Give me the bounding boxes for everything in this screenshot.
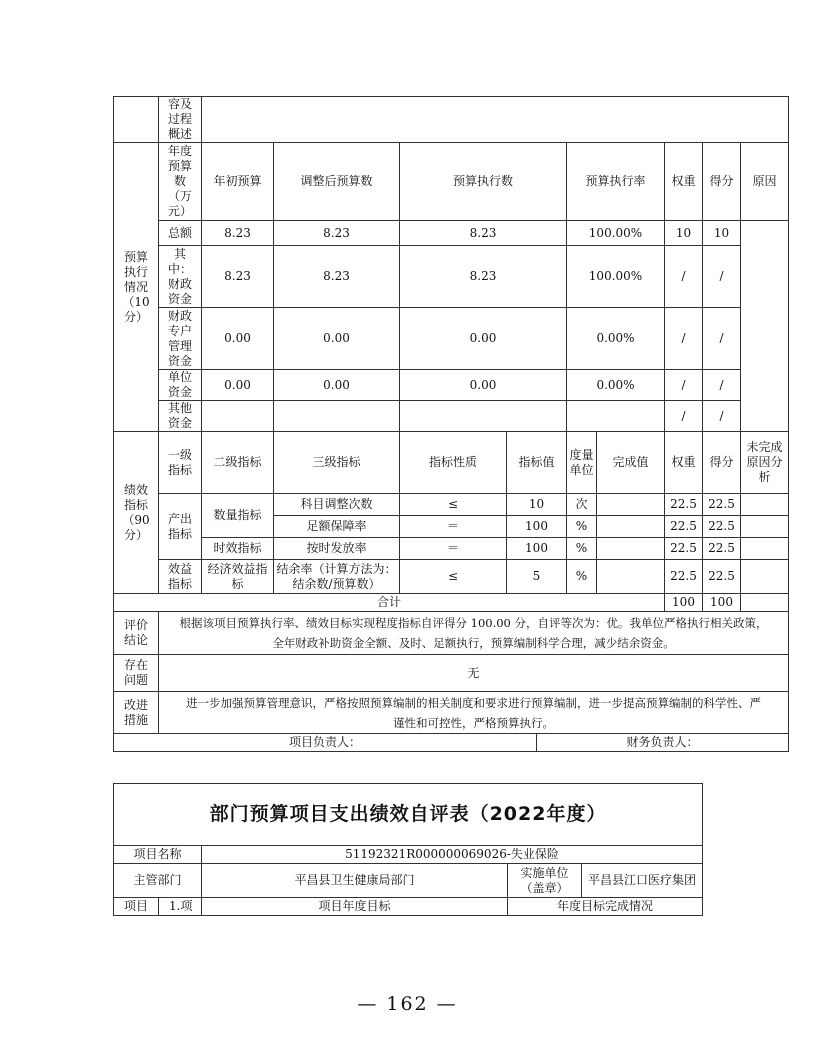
budget-adjusted: 0.00 [274, 370, 400, 401]
problem-label: 存在问题 [114, 655, 159, 692]
budget-executed [400, 401, 567, 432]
budget-score: / [703, 246, 741, 308]
budget-adjusted: 8.23 [274, 246, 400, 308]
perf-completion [597, 538, 665, 560]
perf-header-score: 得分 [703, 432, 741, 494]
perf-reason [741, 494, 789, 516]
perf-nature: ≤ [400, 494, 507, 516]
budget-row-label: 其中：财政资金 [159, 246, 202, 308]
budget-score: / [703, 370, 741, 401]
perf-header-reason: 未完成原因分析 [741, 432, 789, 494]
annual-target-label: 项目年度目标 [202, 898, 508, 916]
perf-completion [597, 560, 665, 594]
budget-row-label: 总额 [159, 221, 202, 246]
perf-weight: 22.5 [665, 494, 703, 516]
budget-rate: 0.00% [567, 308, 665, 370]
improvement-text [159, 692, 789, 734]
header-weight: 权重 [665, 143, 703, 221]
page-number: — 162 — [357, 993, 458, 1015]
budget-score: / [703, 401, 741, 432]
perf-score: 22.5 [703, 494, 741, 516]
budget-rate: 0.00% [567, 370, 665, 401]
perf-nature: ≤ [400, 560, 507, 594]
perf-level3: 足额保障率 [274, 516, 400, 538]
evaluation-text [159, 612, 789, 655]
budget-executed: 8.23 [400, 221, 567, 246]
perf-score: 22.5 [703, 538, 741, 560]
budget-weight: / [665, 370, 703, 401]
perf-header-value: 指标值 [507, 432, 567, 494]
item-label: 项目 [114, 898, 159, 916]
budget-adjusted: 0.00 [274, 308, 400, 370]
header-adjusted: 调整后预算数 [274, 143, 400, 221]
perf-unit: % [567, 538, 597, 560]
budget-score: 10 [703, 221, 741, 246]
perf-value: 10 [507, 494, 567, 516]
form-title: 部门预算项目支出绩效自评表（2022年度） [114, 784, 703, 846]
perf-header-level3: 三级指标 [274, 432, 400, 494]
perf-section-label: 绩效指标（90分） [114, 432, 159, 594]
perf-value: 5 [507, 560, 567, 594]
perf-weight: 22.5 [665, 516, 703, 538]
improvement-label: 改进措施 [114, 692, 159, 734]
perf-level3: 按时发放率 [274, 538, 400, 560]
perf-completion [597, 494, 665, 516]
project-name-label: 项目名称 [114, 846, 202, 864]
perf-level3: 科目调整次数 [274, 494, 400, 516]
perf-reason [741, 538, 789, 560]
budget-rate: 100.00% [567, 246, 665, 308]
budget-weight: / [665, 401, 703, 432]
budget-weight: / [665, 246, 703, 308]
perf-header-level1: 一级指标 [159, 432, 202, 494]
performance-table [113, 96, 789, 752]
overview-label: 容及过程概述 [159, 97, 202, 143]
budget-reason-cell [741, 221, 789, 432]
budget-score: / [703, 308, 741, 370]
header-score: 得分 [703, 143, 741, 221]
header-initial: 年初预算 [202, 143, 274, 221]
budget-executed: 0.00 [400, 308, 567, 370]
evaluation-label: 评价结论 [114, 612, 159, 655]
evaluation-text-line-2: 全年财政补助资金全额、及时、足额执行，预算编制科学合理，减少结余资金。 [272, 636, 675, 650]
budget-initial: 8.23 [202, 221, 274, 246]
budget-row-label: 其他资金 [159, 401, 202, 432]
perf-header-unit: 度量单位 [567, 432, 597, 494]
header-rate: 预算执行率 [567, 143, 665, 221]
problem-text: 无 [159, 655, 789, 692]
budget-weight: 10 [665, 221, 703, 246]
section-blank-cell [114, 97, 159, 143]
implementer-value: 平昌县江口医疗集团 [582, 864, 703, 898]
budget-rate: 100.00% [567, 221, 665, 246]
total-reason [741, 594, 789, 612]
self-evaluation-header-table [113, 783, 703, 916]
perf-header-weight: 权重 [665, 432, 703, 494]
budget-rate [567, 401, 665, 432]
total-label: 合计 [114, 594, 665, 612]
header-executed: 预算执行数 [400, 143, 567, 221]
budget-initial: 0.00 [202, 370, 274, 401]
perf-value: 100 [507, 538, 567, 560]
total-score: 100 [703, 594, 741, 612]
implementer-label: 实施单位（盖章） [508, 864, 582, 898]
perf-nature: ＝ [400, 516, 507, 538]
perf-header-nature: 指标性质 [400, 432, 507, 494]
supervisor-value: 平昌县卫生健康局部门 [202, 864, 508, 898]
perf-weight: 22.5 [665, 538, 703, 560]
perf-score: 22.5 [703, 516, 741, 538]
budget-initial: 8.23 [202, 246, 274, 308]
perf-completion [597, 516, 665, 538]
output-indicator-label: 产出指标 [159, 494, 202, 560]
improvement-text-line-2: 谨性和可控性，严格预算执行。 [393, 715, 554, 730]
perf-nature: ＝ [400, 538, 507, 560]
perf-unit: % [567, 560, 597, 594]
finance-owner-label: 财务负责人： [537, 734, 789, 752]
completion-label: 年度目标完成情况 [508, 898, 703, 916]
perf-header-completion: 完成值 [597, 432, 665, 494]
budget-row-label: 单位资金 [159, 370, 202, 401]
perf-score: 22.5 [703, 560, 741, 594]
total-weight: 100 [665, 594, 703, 612]
supervisor-label: 主管部门 [114, 864, 202, 898]
perf-weight: 22.5 [665, 560, 703, 594]
perf-reason [741, 560, 789, 594]
project-owner-label: 项目负责人： [114, 734, 537, 752]
project-name-value: 51192321R000000069026-失业保险 [202, 846, 703, 864]
evaluation-text-line-1: 根据该项目预算执行率、绩效目标实现程度指标自评得分 100.00 分，自评等次为：优。我单位严格执行相关政策， [179, 616, 768, 630]
perf-level3: 结余率（计算方法为：结余数/预算数） [274, 560, 400, 594]
budget-adjusted: 8.23 [274, 221, 400, 246]
budget-adjusted [274, 401, 400, 432]
budget-initial [202, 401, 274, 432]
perf-unit: 次 [567, 494, 597, 516]
economic-indicator-label: 经济效益指标 [202, 560, 274, 594]
budget-executed: 8.23 [400, 246, 567, 308]
budget-section-label: 预算执行情况（10分） [114, 143, 159, 432]
overview-content-cell [202, 97, 789, 143]
header-reason: 原因 [741, 143, 789, 221]
budget-weight: / [665, 308, 703, 370]
perf-value: 100 [507, 516, 567, 538]
improvement-text-line-1: 进一步加强预算管理意识，严格按照预算编制的相关制度和要求进行预算编制，进一步提高预算编制的科学性、严 [186, 695, 761, 710]
timeliness-indicator-label: 时效指标 [202, 538, 274, 560]
budget-row-label: 财政专户管理资金 [159, 308, 202, 370]
budget-executed: 0.00 [400, 370, 567, 401]
benefit-indicator-label: 效益指标 [159, 560, 202, 594]
quantity-indicator-label: 数量指标 [202, 494, 274, 538]
perf-unit: % [567, 516, 597, 538]
perf-header-level2: 二级指标 [202, 432, 274, 494]
budget-initial: 0.00 [202, 308, 274, 370]
perf-reason [741, 516, 789, 538]
item-number: 1.项 [159, 898, 202, 916]
annual-budget-label: 年度预算数（万元） [159, 143, 202, 221]
